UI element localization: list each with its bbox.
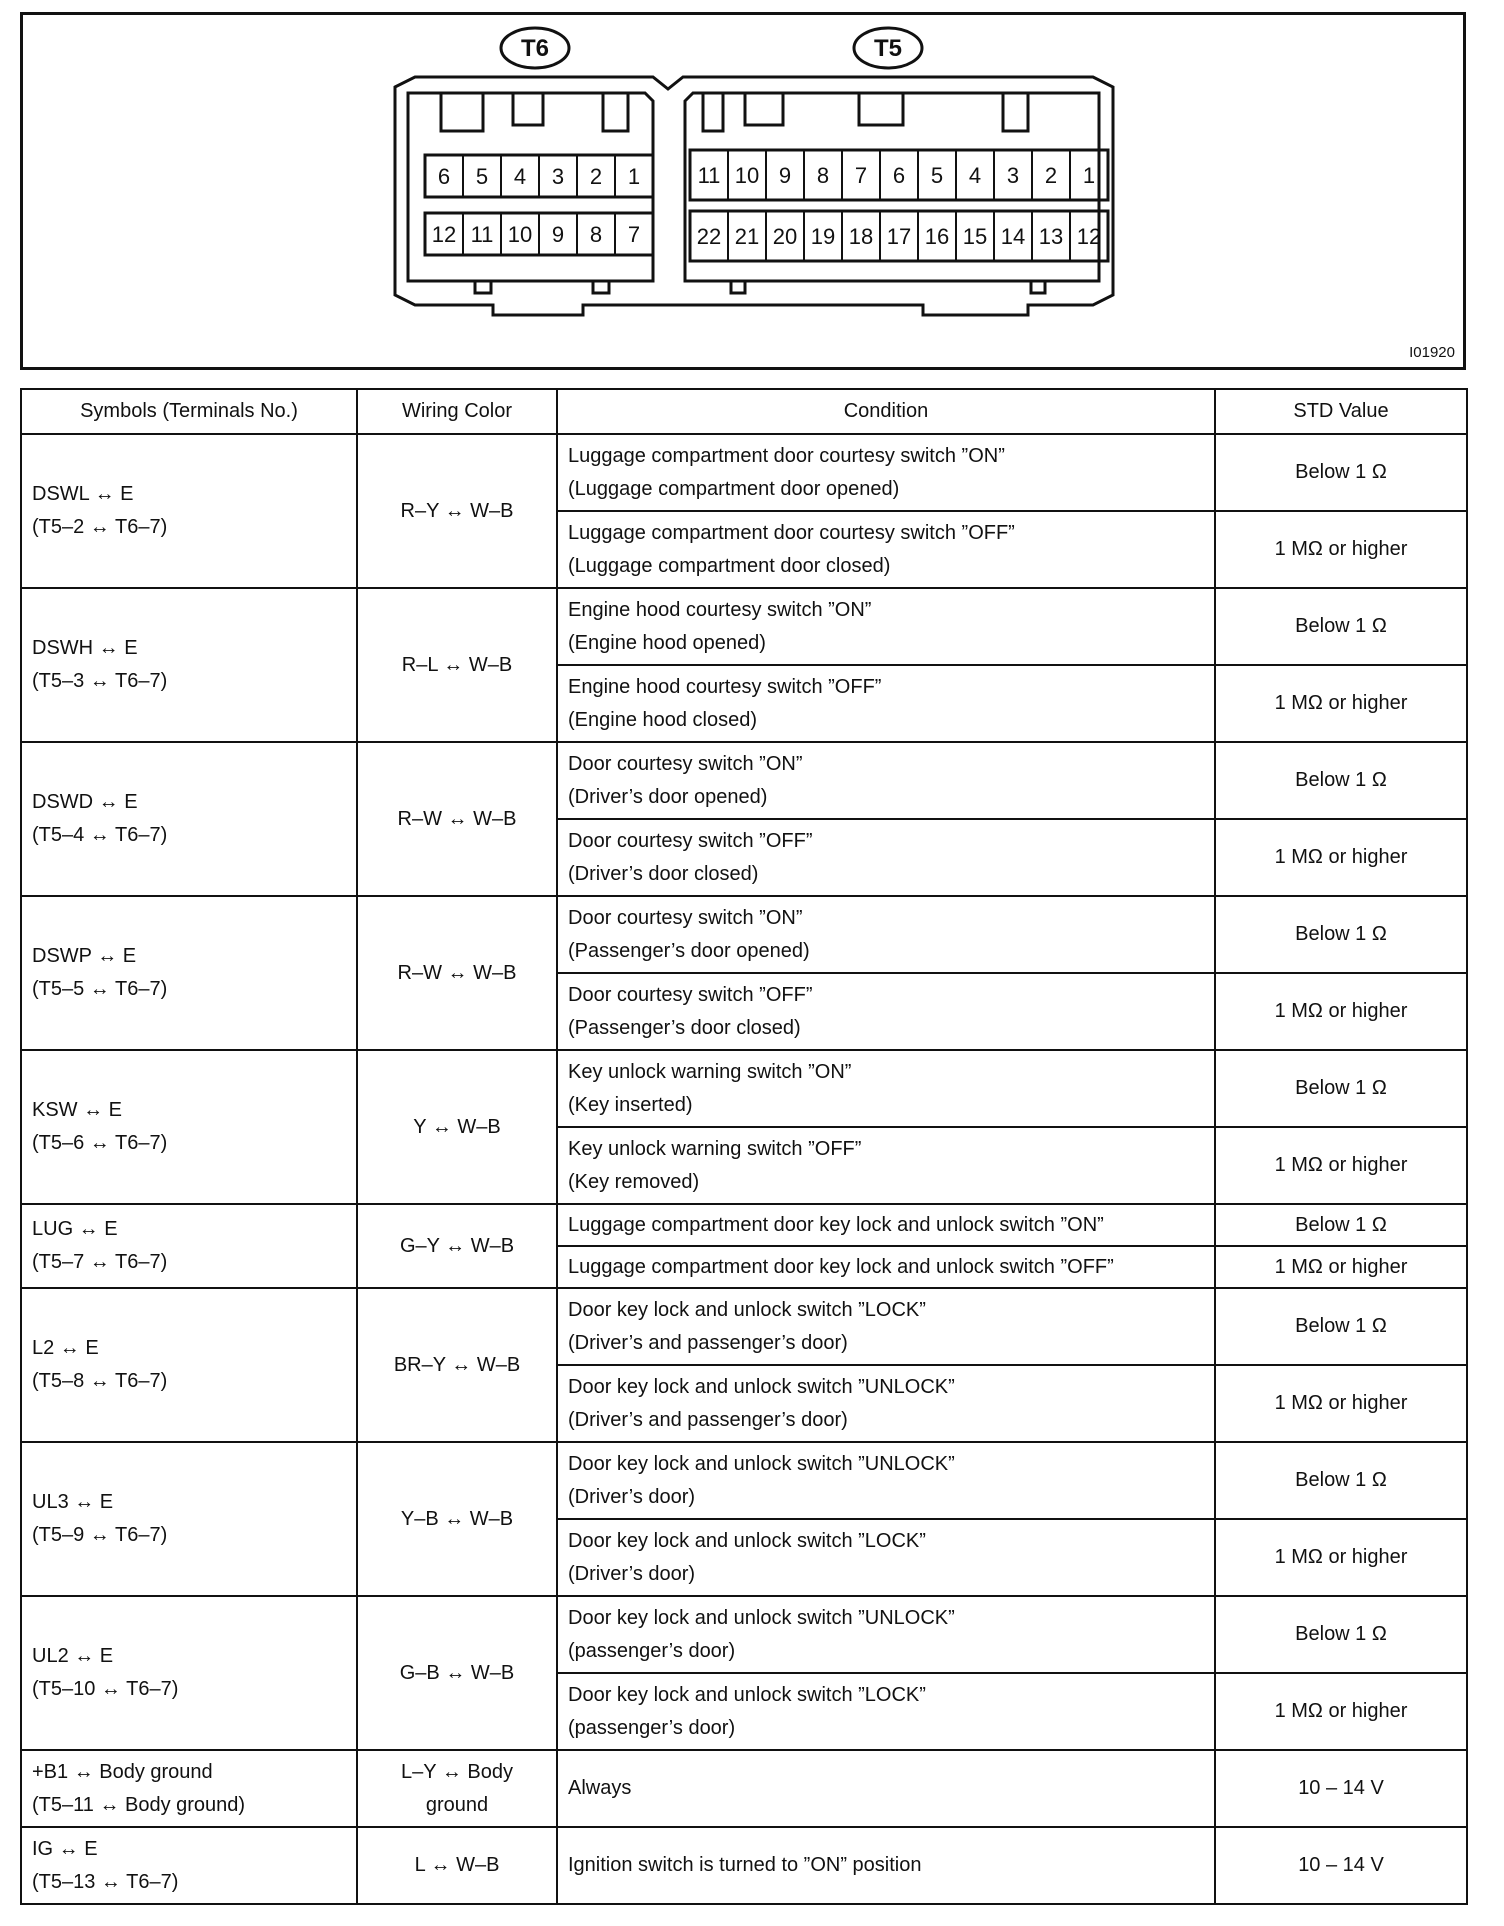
wiring-color-cell bbox=[357, 1050, 557, 1204]
pin-6: 6 bbox=[437, 164, 451, 189]
wiring-color-cell bbox=[357, 1596, 557, 1750]
pin-13: 13 bbox=[1038, 224, 1064, 249]
symbol-name: +B1 ↔ Body ground bbox=[32, 1760, 213, 1783]
condition-text: (passenger’s door) bbox=[568, 1716, 736, 1739]
pin-19: 19 bbox=[810, 224, 836, 249]
pin-20: 20 bbox=[772, 224, 798, 249]
pin-21: 21 bbox=[734, 224, 760, 249]
condition-cell bbox=[557, 1204, 1215, 1246]
terminal-numbers: (T5–2 ↔ T6–7) bbox=[32, 516, 168, 538]
wiring-color: Y–B ↔ W–B bbox=[400, 1507, 514, 1530]
wiring-color-cell bbox=[357, 742, 557, 896]
wiring-color: L–Y ↔ Body bbox=[401, 1760, 513, 1783]
std-value-cell: 1 MΩ or higher bbox=[1215, 1127, 1467, 1204]
terminal-spec-table bbox=[20, 388, 1468, 1905]
symbol-name: DSWP ↔ E bbox=[32, 945, 137, 967]
wiring-color: G–B ↔ W–B bbox=[399, 1661, 515, 1684]
std-value-cell: Below 1 Ω bbox=[1215, 1050, 1467, 1127]
symbol-name: KSW ↔ E bbox=[32, 1099, 123, 1121]
table-row bbox=[21, 434, 1467, 511]
condition-cell bbox=[557, 896, 1215, 973]
wiring-color-cell bbox=[357, 588, 557, 742]
wiring-color-cell bbox=[357, 1204, 557, 1288]
symbol-cell bbox=[21, 1827, 357, 1904]
condition-cell bbox=[557, 973, 1215, 1050]
header-std-value: STD Value bbox=[1215, 389, 1467, 434]
wiring-color-cell bbox=[357, 1750, 557, 1827]
t5-label: T5 bbox=[873, 35, 903, 62]
terminal-numbers: (T5–4 ↔ T6–7) bbox=[32, 824, 168, 846]
condition-text: Door key lock and unlock switch ”LOCK” bbox=[568, 1683, 926, 1706]
condition-text: (Luggage compartment door opened) bbox=[568, 477, 900, 500]
wiring-color-cell bbox=[357, 896, 557, 1050]
table-row bbox=[21, 1827, 1467, 1904]
condition-text: Door courtesy switch ”OFF” bbox=[568, 829, 813, 852]
pin-16: 16 bbox=[924, 224, 950, 249]
symbol-name: DSWD ↔ E bbox=[32, 791, 138, 813]
table-row bbox=[21, 896, 1467, 973]
condition-cell bbox=[557, 1442, 1215, 1519]
symbol-cell bbox=[21, 1050, 357, 1204]
symbol-cell bbox=[21, 742, 357, 896]
condition-text: Luggage compartment door key lock and unlock switch ”ON” bbox=[568, 1213, 1104, 1236]
std-value-cell: Below 1 Ω bbox=[1215, 1442, 1467, 1519]
condition-cell bbox=[557, 1596, 1215, 1673]
std-value-cell: Below 1 Ω bbox=[1215, 896, 1467, 973]
condition-text: Luggage compartment door courtesy switch ”OFF” bbox=[568, 521, 1015, 544]
latch-notch bbox=[603, 93, 628, 131]
condition-text: (Luggage compartment door closed) bbox=[568, 554, 891, 577]
pin-12: 12 bbox=[1076, 224, 1102, 249]
table-header-row bbox=[21, 389, 1467, 434]
condition-cell bbox=[557, 1288, 1215, 1365]
condition-text: (Driver’s door) bbox=[568, 1562, 696, 1585]
wiring-color: G–Y ↔ W–B bbox=[399, 1234, 515, 1257]
pin-5: 5 bbox=[930, 163, 944, 188]
symbol-cell bbox=[21, 1204, 357, 1288]
std-value-cell: 1 MΩ or higher bbox=[1215, 819, 1467, 896]
condition-cell bbox=[557, 1673, 1215, 1750]
symbol-name: IG ↔ E bbox=[32, 1837, 98, 1860]
pin-14: 14 bbox=[1000, 224, 1026, 249]
condition-text: (Engine hood opened) bbox=[568, 631, 766, 654]
std-value-cell: 1 MΩ or higher bbox=[1215, 1519, 1467, 1596]
std-value-cell: 1 MΩ or higher bbox=[1215, 665, 1467, 742]
condition-text: Engine hood courtesy switch ”OFF” bbox=[568, 675, 882, 698]
latch-notch bbox=[745, 93, 783, 125]
table-row bbox=[21, 1750, 1467, 1827]
pin-2: 2 bbox=[589, 164, 603, 189]
figure-id: I01920 bbox=[1409, 344, 1455, 361]
condition-text: (Driver’s door opened) bbox=[568, 785, 768, 808]
condition-cell bbox=[557, 1050, 1215, 1127]
terminal-numbers: (T5–6 ↔ T6–7) bbox=[32, 1132, 168, 1154]
symbol-name: L2 ↔ E bbox=[32, 1337, 99, 1359]
std-value-cell: 1 MΩ or higher bbox=[1215, 973, 1467, 1050]
symbol-cell bbox=[21, 1596, 357, 1750]
pin-11: 11 bbox=[697, 163, 721, 188]
condition-text: Door key lock and unlock switch ”UNLOCK” bbox=[568, 1375, 955, 1398]
symbol-cell bbox=[21, 1442, 357, 1596]
wiring-color: Y ↔ W–B bbox=[413, 1115, 501, 1138]
condition-text: Luggage compartment door key lock and unlock switch ”OFF” bbox=[568, 1255, 1114, 1278]
pin-10: 10 bbox=[507, 222, 533, 247]
latch-notch bbox=[859, 93, 903, 125]
condition-text: Door courtesy switch ”OFF” bbox=[568, 983, 813, 1006]
condition-text: Door key lock and unlock switch ”UNLOCK” bbox=[568, 1606, 955, 1629]
wiring-color: R–Y ↔ W–B bbox=[400, 499, 514, 522]
latch-notch bbox=[1003, 93, 1028, 131]
pin-8: 8 bbox=[589, 222, 603, 247]
std-value-cell: 1 MΩ or higher bbox=[1215, 511, 1467, 588]
condition-text: Key unlock warning switch ”OFF” bbox=[568, 1137, 862, 1160]
condition-cell bbox=[557, 1127, 1215, 1204]
latch-notch bbox=[441, 93, 483, 131]
symbol-cell bbox=[21, 588, 357, 742]
condition-cell bbox=[557, 1365, 1215, 1442]
condition-text: Door courtesy switch ”ON” bbox=[568, 906, 803, 929]
pin-17: 17 bbox=[886, 224, 912, 249]
wiring-color: R–W ↔ W–B bbox=[397, 961, 517, 984]
condition-text: Door key lock and unlock switch ”LOCK” bbox=[568, 1298, 926, 1321]
bottom-key bbox=[475, 281, 491, 293]
pin-6: 6 bbox=[892, 163, 906, 188]
terminal-numbers: (T5–3 ↔ T6–7) bbox=[32, 670, 168, 692]
std-value-cell: Below 1 Ω bbox=[1215, 742, 1467, 819]
pin-9: 9 bbox=[778, 163, 792, 188]
condition-text: Door key lock and unlock switch ”UNLOCK” bbox=[568, 1452, 955, 1475]
wiring-color: BR–Y ↔ W–B bbox=[393, 1353, 521, 1376]
symbol-name: DSWH ↔ E bbox=[32, 637, 138, 659]
condition-text: (Passenger’s door closed) bbox=[568, 1016, 801, 1039]
condition-cell bbox=[557, 819, 1215, 896]
wiring-color-cell bbox=[357, 1288, 557, 1442]
pin-12: 12 bbox=[431, 222, 457, 247]
condition-text: Luggage compartment door courtesy switch ”ON” bbox=[568, 444, 1005, 467]
pin-8: 8 bbox=[816, 163, 830, 188]
wiring-color-cell bbox=[357, 434, 557, 588]
pin-7: 7 bbox=[854, 163, 868, 188]
terminal-numbers: (T5–7 ↔ T6–7) bbox=[32, 1251, 168, 1273]
pin-7: 7 bbox=[627, 222, 641, 247]
condition-text: (Passenger’s door opened) bbox=[568, 939, 810, 962]
wiring-color-cell bbox=[357, 1442, 557, 1596]
terminal-numbers: (T5–9 ↔ T6–7) bbox=[32, 1524, 168, 1546]
condition-text: (Key removed) bbox=[568, 1170, 700, 1193]
std-value-cell: Below 1 Ω bbox=[1215, 1288, 1467, 1365]
bottom-key bbox=[731, 281, 745, 293]
std-value-cell: 1 MΩ or higher bbox=[1215, 1673, 1467, 1750]
latch-notch bbox=[513, 93, 543, 125]
pin-2: 2 bbox=[1044, 163, 1058, 188]
terminal-numbers: (T5–5 ↔ T6–7) bbox=[32, 978, 168, 1000]
std-value-cell: Below 1 Ω bbox=[1215, 588, 1467, 665]
condition-cell bbox=[557, 588, 1215, 665]
std-value-cell: Below 1 Ω bbox=[1215, 1204, 1467, 1246]
pin-11: 11 bbox=[470, 222, 494, 247]
std-value-cell: 1 MΩ or higher bbox=[1215, 1246, 1467, 1288]
wiring-color: ground bbox=[425, 1793, 489, 1816]
connector-diagram bbox=[20, 12, 1466, 370]
terminal-numbers: (T5–11 ↔ Body ground) bbox=[32, 1793, 246, 1816]
symbol-cell bbox=[21, 896, 357, 1050]
symbol-cell bbox=[21, 1750, 357, 1827]
terminal-numbers: (T5–8 ↔ T6–7) bbox=[32, 1370, 168, 1392]
wiring-color: R–L ↔ W–B bbox=[401, 653, 513, 676]
symbol-cell bbox=[21, 434, 357, 588]
latch-notch bbox=[703, 93, 723, 131]
pin-1: 1 bbox=[627, 164, 641, 189]
header-wiring-color: Wiring Color bbox=[357, 389, 557, 434]
condition-text: (Driver’s and passenger’s door) bbox=[568, 1331, 848, 1354]
pin-1: 1 bbox=[1082, 163, 1096, 188]
pin-10: 10 bbox=[734, 163, 760, 188]
std-value-cell: Below 1 Ω bbox=[1215, 1596, 1467, 1673]
condition-text: Door courtesy switch ”ON” bbox=[568, 752, 803, 775]
table-row bbox=[21, 742, 1467, 819]
std-value-cell: 10 – 14 V bbox=[1215, 1750, 1467, 1827]
std-value-cell: 10 – 14 V bbox=[1215, 1827, 1467, 1904]
terminal-numbers: (T5–13 ↔ T6–7) bbox=[32, 1870, 179, 1893]
symbol-name: DSWL ↔ E bbox=[32, 483, 134, 505]
table-row bbox=[21, 1050, 1467, 1127]
condition-cell bbox=[557, 1246, 1215, 1288]
condition-cell bbox=[557, 665, 1215, 742]
condition-text: Ignition switch is turned to ”ON” position bbox=[568, 1854, 922, 1876]
bottom-key bbox=[593, 281, 609, 293]
condition-text: (Engine hood closed) bbox=[568, 708, 758, 731]
symbol-name: UL2 ↔ E bbox=[32, 1645, 114, 1667]
pin-4: 4 bbox=[968, 163, 982, 188]
wiring-color: R–W ↔ W–B bbox=[397, 807, 517, 830]
table-row bbox=[21, 1596, 1467, 1673]
condition-cell bbox=[557, 1519, 1215, 1596]
condition-text: Key unlock warning switch ”ON” bbox=[568, 1060, 852, 1083]
pin-9: 9 bbox=[551, 222, 565, 247]
condition-text: (passenger’s door) bbox=[568, 1639, 736, 1662]
connector-drawing bbox=[23, 15, 1463, 367]
std-value-cell: Below 1 Ω bbox=[1215, 434, 1467, 511]
pin-15: 15 bbox=[962, 224, 988, 249]
symbol-cell bbox=[21, 1288, 357, 1442]
condition-text: (Driver’s door) bbox=[568, 1485, 696, 1508]
symbol-name: LUG ↔ E bbox=[32, 1218, 118, 1240]
table-row bbox=[21, 1288, 1467, 1365]
terminal-numbers: (T5–10 ↔ T6–7) bbox=[32, 1678, 179, 1700]
pin-5: 5 bbox=[475, 164, 489, 189]
condition-text: Engine hood courtesy switch ”ON” bbox=[568, 598, 872, 621]
condition-cell bbox=[557, 742, 1215, 819]
header-condition: Condition bbox=[557, 389, 1215, 434]
condition-cell bbox=[557, 434, 1215, 511]
condition-text: (Driver’s and passenger’s door) bbox=[568, 1408, 848, 1431]
pin-22: 22 bbox=[696, 224, 722, 249]
symbol-name: UL3 ↔ E bbox=[32, 1491, 114, 1513]
bottom-key bbox=[1031, 281, 1045, 293]
condition-text: (Key inserted) bbox=[568, 1093, 693, 1116]
wiring-color: L ↔ W–B bbox=[414, 1854, 500, 1876]
pin-4: 4 bbox=[513, 164, 527, 189]
wiring-color-cell bbox=[357, 1827, 557, 1904]
condition-cell bbox=[557, 1750, 1215, 1827]
condition-text: (Driver’s door closed) bbox=[568, 862, 759, 885]
table-row bbox=[21, 1204, 1467, 1246]
table-row bbox=[21, 1442, 1467, 1519]
condition-cell bbox=[557, 1827, 1215, 1904]
t6-label: T6 bbox=[520, 35, 550, 62]
condition-text: Always bbox=[568, 1777, 632, 1799]
std-value-cell: 1 MΩ or higher bbox=[1215, 1365, 1467, 1442]
condition-cell bbox=[557, 511, 1215, 588]
table-row bbox=[21, 588, 1467, 665]
pin-3: 3 bbox=[551, 164, 565, 189]
pin-3: 3 bbox=[1006, 163, 1020, 188]
header-symbols: Symbols (Terminals No.) bbox=[21, 389, 357, 434]
condition-text: Door key lock and unlock switch ”LOCK” bbox=[568, 1529, 926, 1552]
pin-18: 18 bbox=[848, 224, 874, 249]
